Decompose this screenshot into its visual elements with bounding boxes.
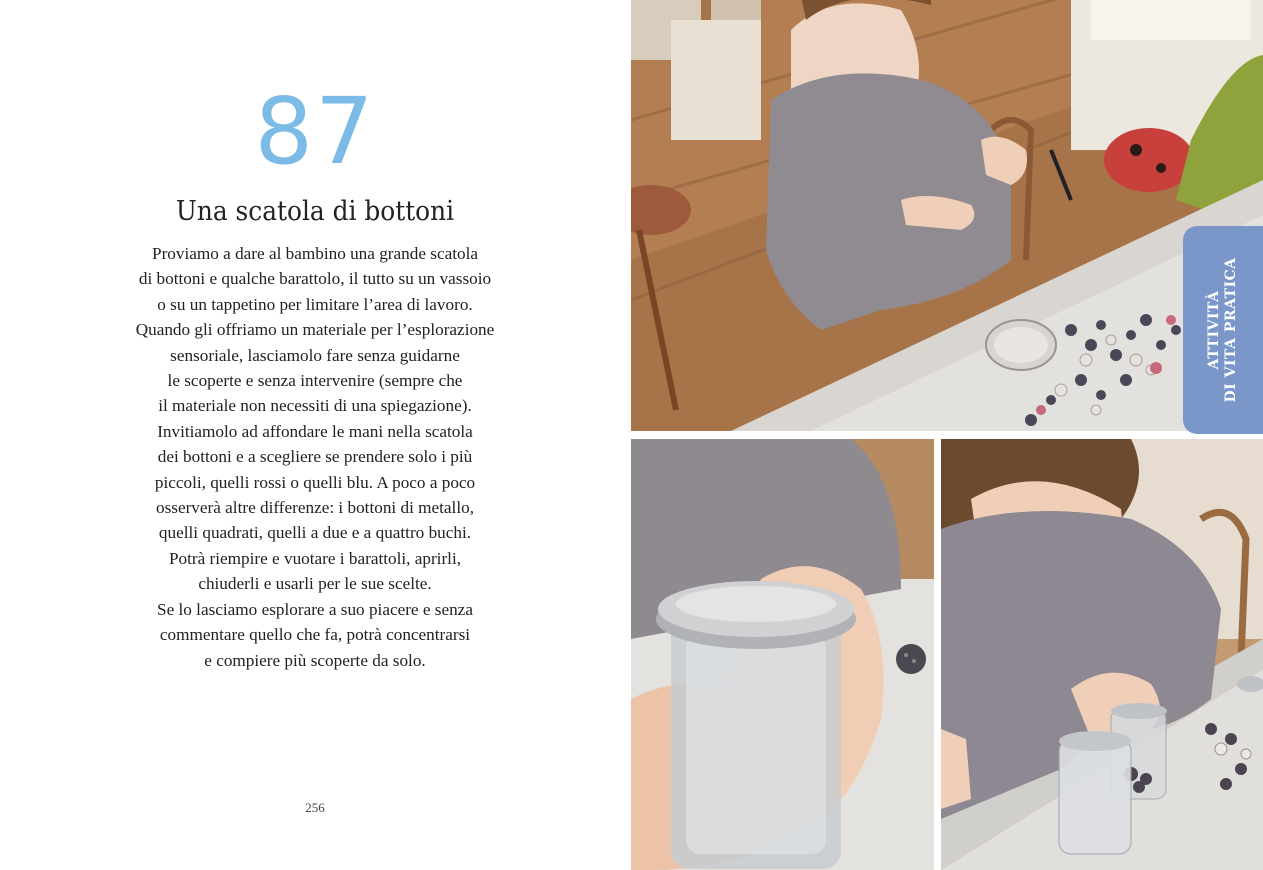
activity-title: Una scatola di bottoni	[175, 196, 455, 227]
activity-body-text	[90, 241, 540, 673]
section-tab-line: DI VITA PRATICA	[1223, 257, 1239, 403]
section-tab-label	[1206, 257, 1240, 402]
body-line: Proviamo a dare al bambino una grande scatola	[152, 244, 478, 263]
body-line: chiuderli e usarli per le sue scelte.	[198, 574, 432, 594]
body-line: osserverà altre differenze: i bottoni di metallo,	[155, 498, 474, 518]
body-line: o su un tappetino per limitare l’area di lavoro.	[157, 294, 473, 314]
body-line: e compiere più scoperte da solo.	[204, 650, 426, 670]
photo-child-with-buttons	[631, 0, 1263, 431]
body-line: dei bottoni e a scegliere se prendere solo i più	[157, 447, 473, 467]
body-line: di bottoni e qualche barattolo, il tutto su un vassoio	[138, 269, 492, 289]
body-line: Invitiamolo ad affondare le mani nella scatola	[157, 421, 473, 441]
body-line: le scoperte e senza intervenire (sempre che	[167, 371, 463, 391]
body-line: quelli quadrati, quelli a due e a quattro buchi.	[158, 523, 472, 543]
page-number: 256	[305, 800, 325, 815]
body-line: Potrà riempire e vuotare i barattoli, aprirli,	[168, 548, 462, 568]
body-line: Quando gli offriamo un materiale per l’esplorazione	[135, 320, 495, 340]
body-line: Se lo lasciamo esplorare a suo piacere e senza	[157, 599, 473, 619]
body-line: sensoriale, lasciamolo fare senza guidarne	[170, 345, 460, 365]
section-tab-line: ATTIVITÀ	[1206, 290, 1222, 370]
activity-number: 87	[254, 78, 376, 185]
body-line: piccoli, quelli rossi o quelli blu. A poco a poco	[154, 472, 476, 492]
body-line: il materiale non necessiti di una spiegazione).	[158, 396, 472, 416]
photo-hands-opening-jar	[631, 439, 934, 870]
photo-child-filling-jar	[941, 439, 1263, 870]
section-tab	[1183, 226, 1263, 434]
left-page	[0, 0, 630, 870]
body-line: commentare quello che fa, potrà concentrarsi	[159, 625, 471, 645]
